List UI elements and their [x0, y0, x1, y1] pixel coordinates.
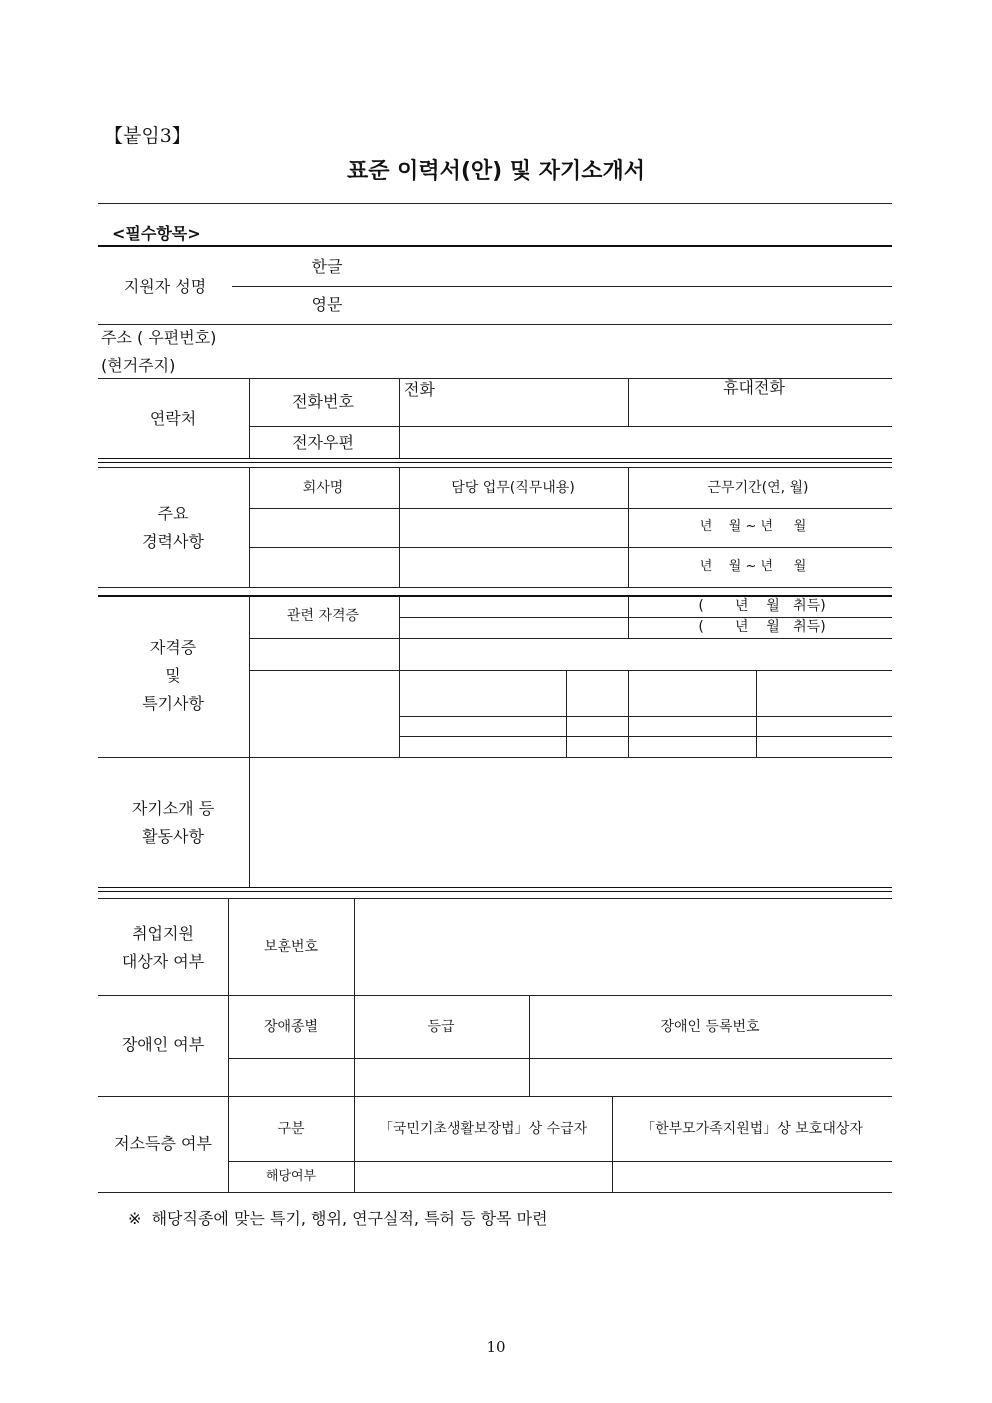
applicant-english-label: 영문 — [311, 295, 343, 314]
support-top — [98, 898, 892, 899]
support-bottom — [98, 995, 892, 996]
veteran-number-label: 보훈번호 — [263, 939, 319, 955]
name-row-bottom — [98, 324, 892, 325]
career-bottom — [98, 587, 892, 588]
phone-number-label: 전화번호 — [292, 392, 354, 411]
disability-label: 장애인 여부 — [121, 1035, 205, 1054]
footnote: ※ 해당직종에 맞는 특기, 행위, 연구실적, 특허 등 항목 마련 — [128, 1209, 548, 1228]
email-input[interactable] — [403, 430, 888, 456]
cert-sub-divider — [399, 617, 892, 618]
disability-bottom — [98, 1096, 892, 1097]
self-intro-label-2: 활동사항 — [142, 827, 204, 846]
basic-livelihood-header: 「국민기초생활보장법」상 수급자 — [378, 1121, 588, 1137]
applicable-label: 해당여부 — [265, 1169, 317, 1184]
contact-label: 연락처 — [149, 409, 197, 428]
applicant-korean-label: 한글 — [311, 257, 343, 276]
page-title: 표준 이력서(안) 및 자기소개서 — [346, 159, 646, 184]
cert-row-2-bottom — [249, 670, 892, 671]
period-row-2: 년 월 ~ 년 월 — [699, 559, 807, 574]
duties-header: 담당 업무(직무내용) — [451, 480, 575, 496]
period-header: 근무기간(연, 월) — [707, 480, 809, 496]
disability-col — [529, 995, 530, 1096]
required-section-heading: <필수항목> — [112, 224, 201, 243]
lower-col-1 — [228, 898, 229, 1192]
disability-grade-header: 등급 — [427, 1019, 455, 1035]
support-label-2: 대상자 여부 — [121, 952, 205, 971]
attachment-label: 【붙임3】 — [104, 125, 191, 147]
contact-col-2 — [399, 378, 400, 459]
disability-registration-header: 장애인 등록번호 — [660, 1019, 760, 1035]
low-income-bottom — [98, 1192, 892, 1193]
low-income-label: 저소득층 여부 — [114, 1134, 212, 1153]
disability-mid — [228, 1058, 892, 1059]
low-income-col — [612, 1096, 613, 1192]
phone-input[interactable] — [403, 398, 623, 422]
cert-grid-col-a — [566, 670, 567, 757]
career-col-2 — [399, 467, 400, 587]
cert-row-1-bottom — [249, 638, 892, 639]
low-income-mid — [228, 1161, 892, 1162]
contact-col-3 — [628, 378, 629, 426]
address-sublabel: (현거주지) — [101, 356, 176, 375]
page-number: 10 — [486, 1338, 506, 1356]
cert-label-2: 및 — [165, 666, 181, 685]
company-header: 회사명 — [302, 480, 344, 496]
disability-type-header: 장애종별 — [263, 1019, 319, 1035]
cert-label-1: 자격증 — [149, 638, 197, 657]
lower-col-2 — [354, 898, 355, 1192]
mobile-label: 휴대전화 — [723, 378, 785, 397]
career-label-2: 경력사항 — [142, 532, 204, 551]
single-parent-header: 「한부모가족지원법」상 보호대상자 — [641, 1121, 863, 1137]
applicant-name-label: 지원자 성명 — [123, 277, 207, 296]
support-label-1: 취업지원 — [132, 924, 194, 943]
cert-grid-col-b — [628, 670, 629, 757]
phone-label: 전화 — [404, 380, 435, 399]
title-rule — [98, 203, 892, 204]
career-label-1: 주요 — [157, 504, 189, 523]
career-header-bottom — [249, 508, 892, 509]
career-top — [98, 467, 892, 468]
category-header: 구분 — [277, 1121, 305, 1137]
cert-top — [98, 595, 892, 597]
cert-col-1 — [249, 596, 250, 757]
related-cert-label: 관련 자격증 — [286, 608, 360, 624]
self-intro-label-1: 자기소개 등 — [131, 799, 215, 818]
self-intro-textarea[interactable] — [254, 762, 888, 884]
contact-bottom — [98, 458, 892, 463]
career-col-3 — [628, 467, 629, 587]
veteran-number-input[interactable] — [359, 904, 887, 990]
career-col-1 — [249, 467, 250, 587]
mobile-input[interactable] — [632, 398, 887, 422]
contact-col-1 — [249, 378, 250, 459]
cert-bottom — [98, 757, 892, 758]
period-row-1: 년 월 ~ 년 월 — [699, 519, 807, 534]
acquired-row-2: ( 년 월 취득) — [698, 619, 826, 635]
address-label: 주소 ( 우편번호) — [101, 328, 217, 347]
section-top-rule — [98, 245, 892, 247]
intro-bottom — [98, 887, 892, 892]
cert-col-2 — [399, 596, 400, 757]
name-row-divider — [232, 286, 892, 287]
cert-label-3: 특기사항 — [142, 694, 204, 713]
cert-grid-row-b — [399, 736, 892, 737]
cert-grid-row-a — [399, 716, 892, 717]
contact-mid — [249, 426, 892, 427]
acquired-row-1: ( 년 월 취득) — [698, 598, 826, 614]
cert-grid-col-c — [756, 670, 757, 757]
career-row-divider — [249, 547, 892, 548]
email-label: 전자우편 — [292, 433, 354, 452]
intro-col — [249, 757, 250, 888]
